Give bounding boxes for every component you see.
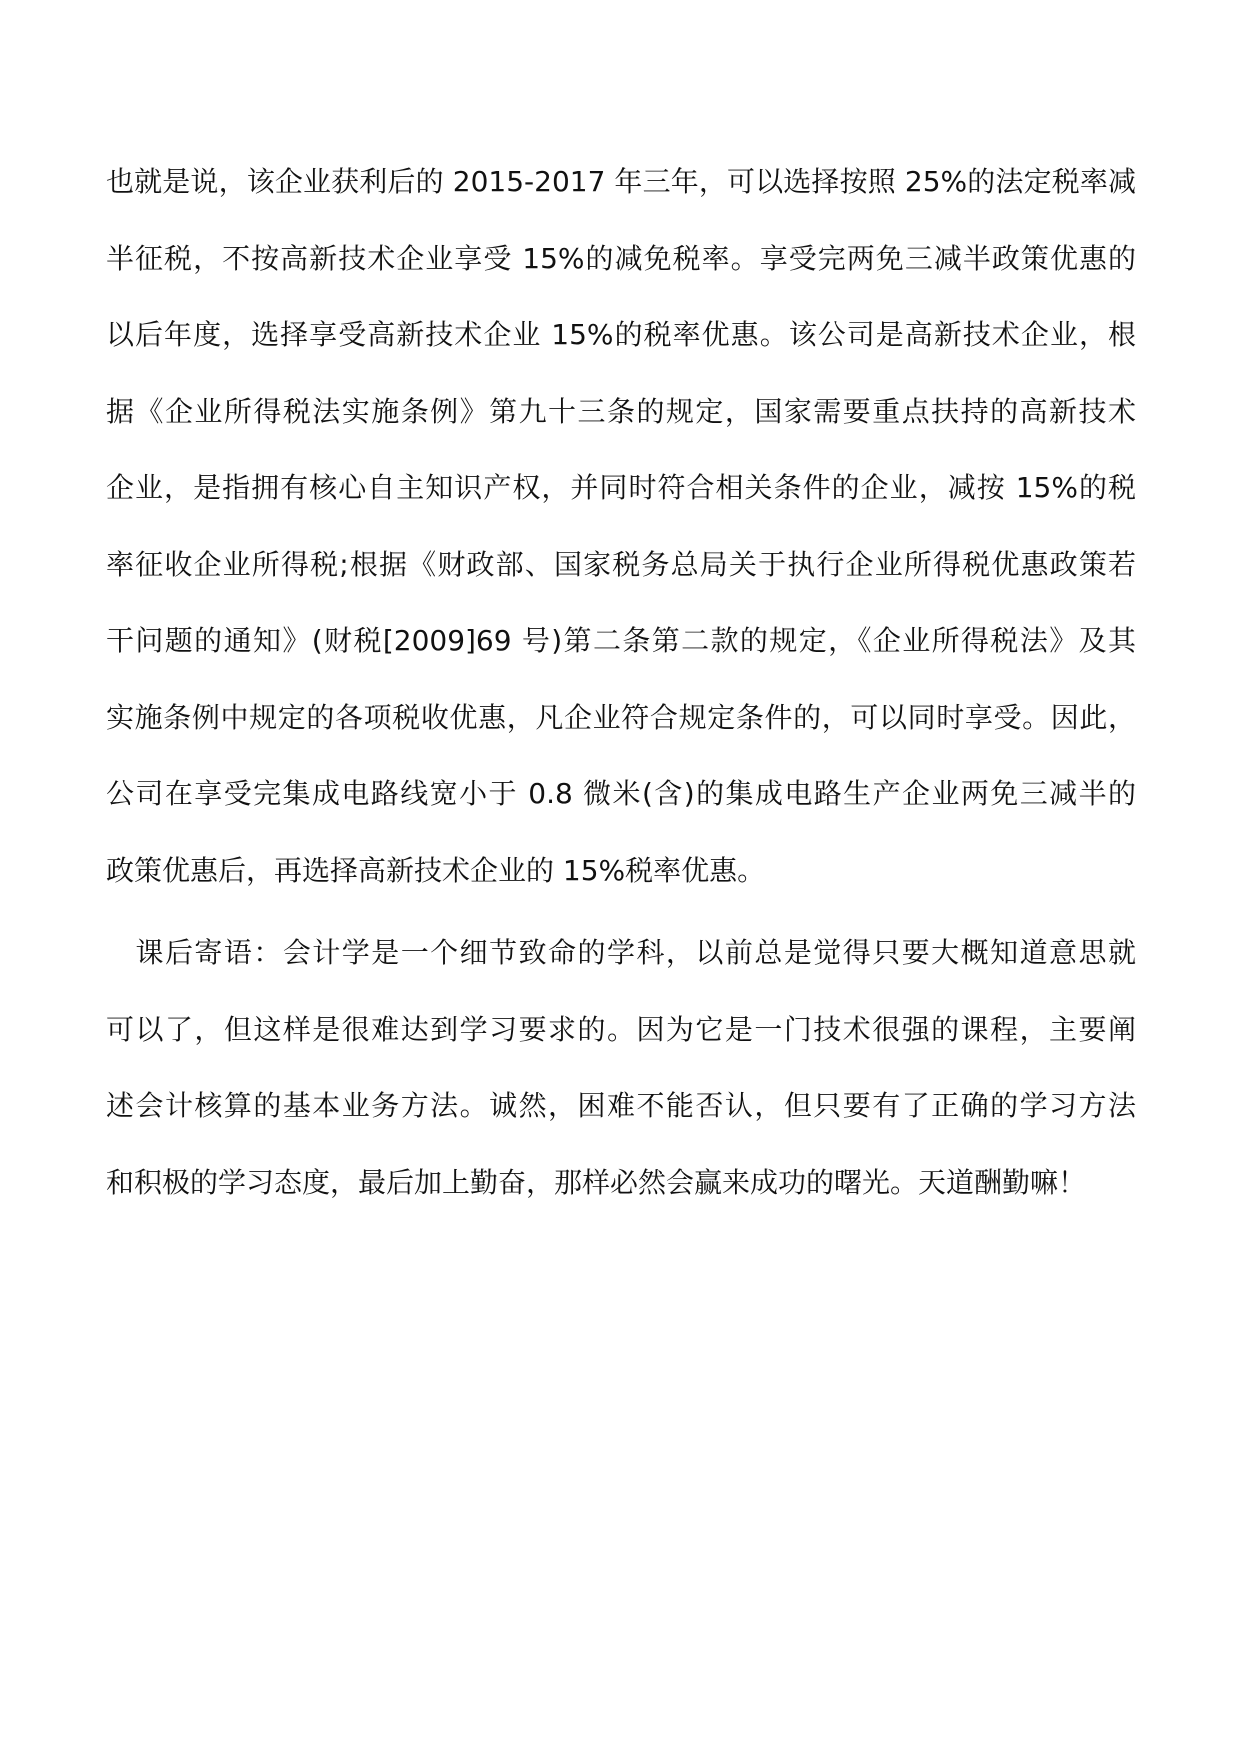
paragraph-tax-policy	[106, 158, 1136, 923]
text-line: 政策优惠后，再选择高新技术企业的 15%税率优惠。	[106, 853, 766, 887]
text-line: 以后年度，选择享受高新技术企业 15%的税率优惠。该公司是高新技术企业，根	[106, 318, 1136, 351]
document-body	[106, 158, 1136, 1235]
text-line: 课后寄语：会计学是一个细节致命的学科，以前总是觉得只要大概知道意思就	[106, 936, 1136, 969]
text-line: 可以了，但这样是很难达到学习要求的。因为它是一门技术很强的课程，主要阐	[106, 1012, 1136, 1046]
text-line: 干问题的通知》(财税[2009]69 号)第二条第二款的规定，《企业所得税法》及其	[106, 624, 1136, 657]
text-line: 据《企业所得税法实施条例》第九十三条的规定，国家需要重点扶持的高新技术	[106, 394, 1136, 428]
text-line: 述会计核算的基本业务方法。诚然，困难不能否认，但只要有了正确的学习方法	[106, 1089, 1136, 1122]
paragraph-closing-message	[106, 929, 1136, 1235]
text-line: 率征收企业所得税;根据《财政部、国家税务总局关于执行企业所得税优惠政策若	[106, 547, 1136, 581]
text-line: 实施条例中规定的各项税收优惠，凡企业符合规定条件的，可以同时享受。因此，	[106, 700, 1136, 734]
text-line: 企业，是指拥有核心自主知识产权，并同时符合相关条件的企业，减按 15%的税	[106, 471, 1136, 504]
text-line: 半征税，不按高新技术企业享受 15%的减免税率。享受完两免三减半政策优惠的	[106, 241, 1136, 275]
text-line: 和积极的学习态度，最后加上勤奋，那样必然会赢来成功的曙光。天道酬勤嘛！	[106, 1165, 1087, 1199]
text-line: 也就是说，该企业获利后的 2015-2017 年三年，可以选择按照 25%的法定税率减	[106, 165, 1136, 198]
text-line: 公司在享受完集成电路线宽小于 0.8 微米(含)的集成电路生产企业两免三减半的	[106, 777, 1136, 810]
